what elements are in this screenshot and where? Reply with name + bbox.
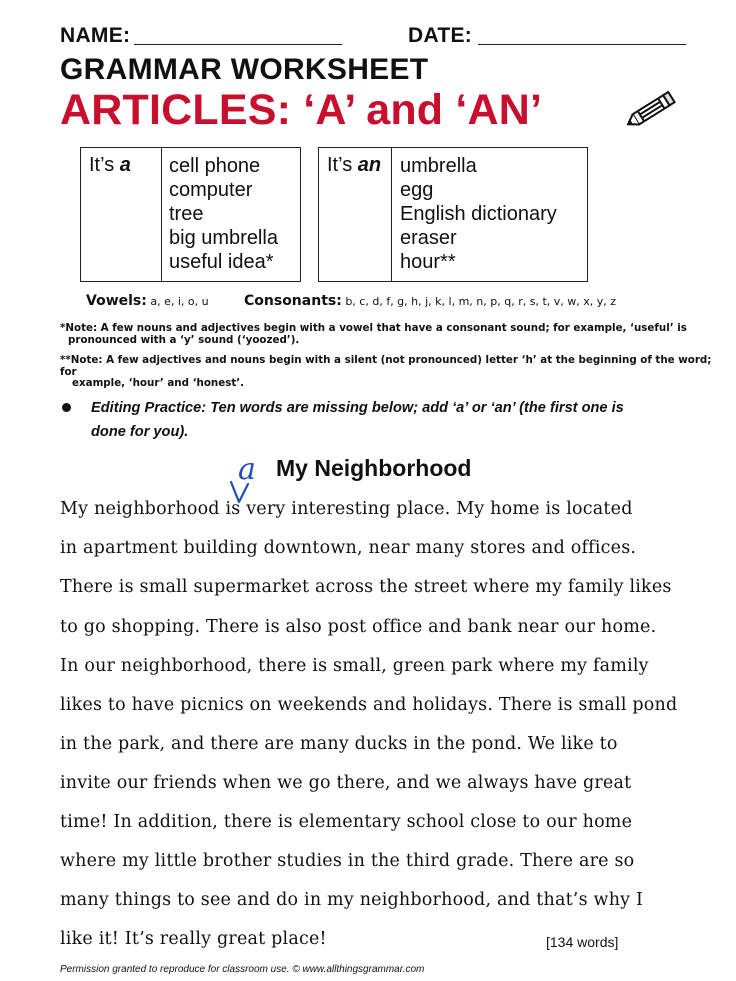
- consonants-label: Consonants:: [244, 293, 342, 309]
- vowels-row: [86, 293, 209, 309]
- instructions: [91, 396, 711, 444]
- articles-title: ARTICLES: ‘A’ and ‘AN’: [60, 86, 543, 134]
- date-blank[interactable]: [478, 44, 686, 45]
- article-a-list: [169, 154, 278, 274]
- list-item: egg: [400, 179, 434, 201]
- essay-title: My Neighborhood: [276, 455, 472, 481]
- list-item: hour**: [400, 251, 456, 273]
- article-an-list: [400, 154, 557, 274]
- inserted-article: a: [238, 452, 256, 487]
- note-useful: [60, 323, 700, 346]
- list-item: computer: [169, 179, 253, 201]
- vowels-letters: a, e, i, o, u: [150, 295, 209, 308]
- list-item: eraser: [400, 227, 457, 249]
- note-line: pronounced with a ‘y’ sound (‘yoozed’).: [68, 333, 300, 346]
- essay-line: many things to see and do in my neighborhood, and that’s why I: [60, 890, 644, 910]
- note-line: *Note: A few nouns and adjectives begin with a vowel that have a consonant sound; for example, ‘useful’ is: [60, 322, 687, 334]
- essay-line: In our neighborhood, there is small, green park where my family: [60, 656, 649, 676]
- note-line: example, ‘hour’ and ‘honest’.: [72, 377, 245, 389]
- consonants-letters: b, c, d, f, g, h, j, k, l, m, n, p, q, r, s, t, v, w, x, y, z: [345, 295, 617, 308]
- date-label: DATE:: [408, 24, 473, 47]
- lead-text: It’s: [327, 154, 353, 176]
- essay-line: to go shopping. There is also post office and bank near our home.: [60, 617, 657, 637]
- article-an-word: an: [357, 154, 382, 176]
- essay-line: like it! It’s really great place!: [60, 929, 327, 949]
- article-a-word: a: [119, 154, 131, 176]
- list-item: big umbrella: [169, 227, 278, 249]
- essay-line: time! In addition, there is elementary school close to our home: [60, 812, 633, 832]
- pencil-icon: [624, 88, 682, 134]
- essay-line: invite our friends when we go there, and we always have great: [60, 773, 632, 793]
- instruction-line: done for you).: [91, 424, 189, 440]
- list-item: umbrella: [400, 155, 477, 177]
- article-a-lead: [89, 154, 131, 177]
- essay-line: likes to have picnics on weekends and holidays. There is small pond: [60, 695, 678, 715]
- list-item: tree: [169, 203, 204, 225]
- essay-line: My neighborhood is very interesting place. My home is located: [60, 499, 633, 519]
- essay-line: There is small supermarket across the street where my family likes: [60, 577, 672, 597]
- article-a-table: [80, 147, 301, 282]
- lead-text: It’s: [89, 154, 115, 176]
- list-item: English dictionary: [400, 203, 557, 225]
- instruction-line: Editing Practice: Ten words are missing below; add ‘a’ or ‘an’ (the first one is: [91, 400, 624, 416]
- consonants-row: [244, 293, 616, 309]
- name-blank[interactable]: [134, 44, 342, 45]
- essay-line: in the park, and there are many ducks in the pond. We like to: [60, 734, 618, 754]
- essay-line: where my little brother studies in the third grade. There are so: [60, 851, 635, 871]
- worksheet-title: GRAMMAR WORKSHEET: [60, 53, 429, 86]
- word-count: [134 words]: [546, 934, 619, 950]
- note-hour: [60, 355, 720, 390]
- name-label: NAME:: [60, 24, 131, 47]
- article-an-lead: [327, 154, 381, 177]
- footer-permission: Permission granted to reproduce for classroom use. © www.allthingsgrammar.com: [60, 964, 425, 975]
- article-an-table: [318, 147, 588, 282]
- essay-line: in apartment building downtown, near many stores and offices.: [60, 538, 637, 558]
- note-line: **Note: A few adjectives and nouns begin with a silent (not pronounced) letter ‘h’ at the beginning of the word; for: [60, 354, 712, 378]
- bullet-icon: [62, 403, 71, 412]
- vowels-label: Vowels:: [86, 293, 147, 309]
- list-item: useful idea*: [169, 251, 274, 273]
- list-item: cell phone: [169, 155, 261, 177]
